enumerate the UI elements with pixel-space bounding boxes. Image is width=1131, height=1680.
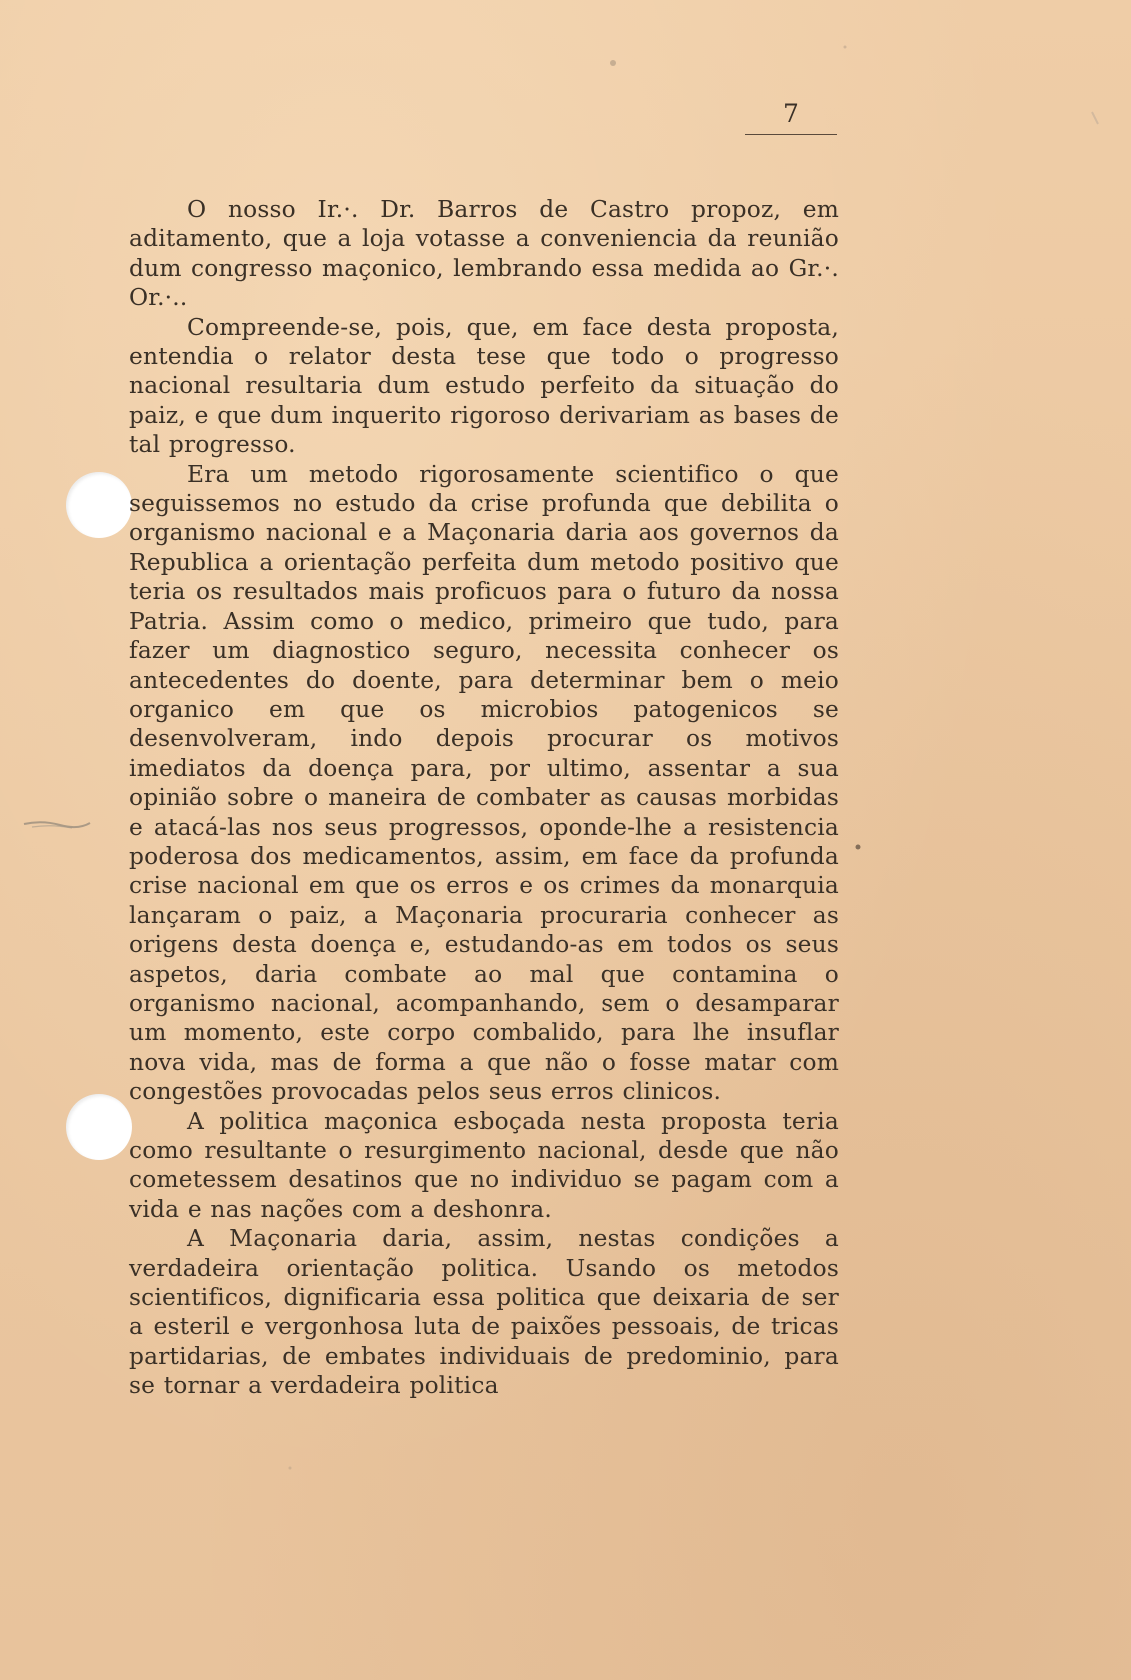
binding-hole-bottom	[66, 1094, 132, 1160]
page-number: 7	[783, 99, 799, 128]
paragraph: Compreende-se, pois, que, em face desta proposta, entendia o relator desta tese que todo o progresso nacional resultaria dum estudo perfeito da situação do paiz, e que dum inquerito rigoroso derivariam as bases de tal progresso.	[129, 313, 839, 459]
paragraph: O nosso Ir.·. Dr. Barros de Castro propoz, em aditamento, que a loja votasse a conveniencia da reunião dum congresso maçonico, lembrando essa medida ao Gr.·. Or.·..	[129, 196, 839, 312]
body-text	[129, 195, 839, 1401]
binding-hole-top	[66, 472, 132, 538]
page-number-area	[745, 100, 837, 135]
page-number-rule	[745, 134, 837, 135]
binding-mark	[22, 818, 92, 830]
paragraph: A Maçonaria daria, assim, nestas condições a verdadeira orientação politica. Usando os metodos scientificos, dignificaria essa politica que deixaria de ser a esteril e vergonhosa luta de paixões pessoais, de tricas partidarias, de embates individuais de predominio, para se tornar a verdadeira politica	[129, 1225, 839, 1400]
paragraph: Era um metodo rigorosamente scientifico o que seguissemos no estudo da crise profunda que debilita o organismo nacional e a Maçonaria daria aos governos da Republica a orientação perfeita dum metodo positivo que teria os resultados mais proficuos para o futuro da nossa Patria. Assim como o medico, primeiro que tudo, para fazer um diagnostico seguro, necessita conhecer os antecedentes do doente, para determinar bem o meio organico em que os microbios patogenicos se desenvolveram, indo depois procurar os motivos imediatos da doença para, por ultimo, assentar a sua opinião sobre o maneira de combater as causas morbidas e atacá-las nos seus progressos, oponde-lhe a resistencia poderosa dos medicamentos, assim, em face da profunda crise nacional em que os erros e os crimes da monarquia lançaram o paiz, a Maçonaria procuraria conhecer as origens desta doença e, estudando-as em todos os seus aspetos, daria combate ao mal que contamina o organismo nacional, acompanhando, sem o desamparar um momento, este corpo combalido, para lhe insuflar nova vida, mas de forma a que não o fosse matar com congestões provocadas pelos seus erros clinicos.	[129, 460, 839, 1106]
paragraph: A politica maçonica esboçada nesta proposta teria como resultante o resurgimento nacional, desde que não cometessem desatinos que no individuo se pagam com a vida e nas nações com a deshonra.	[129, 1107, 839, 1223]
